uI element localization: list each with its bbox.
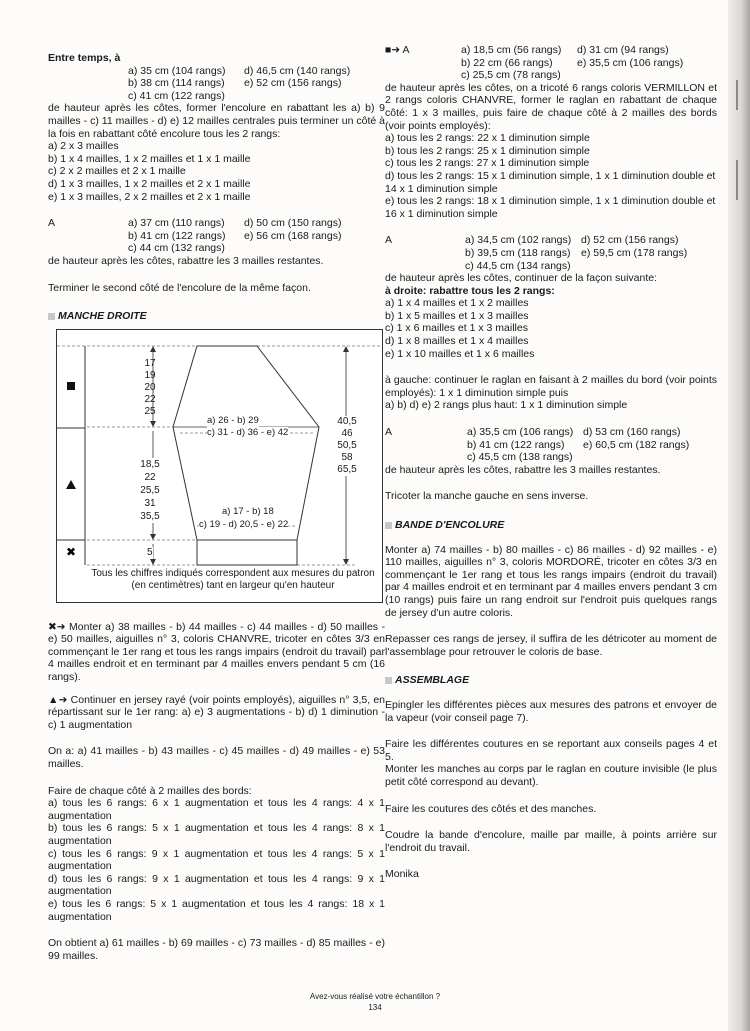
left-column	[48, 52, 385, 962]
size-c: c) 25,5 cm (78 rangs)	[461, 69, 561, 82]
page-number: 134	[368, 1003, 382, 1012]
list-item: c) tous les 6 rangs: 9 x 1 augmentation et tous les 4 rangs: 5 x 1 augmentation	[48, 847, 385, 873]
list-item: d) tous les 2 rangs: 15 x 1 diminution simple, 1 x 1 diminution double et 14 x 1 diminution simple	[385, 169, 716, 195]
paragraph: Faire les différentes coutures en se reportant aux conseils pages 4 et 5.	[385, 738, 717, 763]
size-d: d) 50 cm (150 rangs)	[244, 217, 342, 230]
right-column	[385, 44, 717, 881]
size-b: b) 41 cm (122 rangs)	[467, 438, 565, 451]
list-item: e) 1 x 10 mailles et 1 x 6 mailles	[385, 347, 535, 360]
paragraph: Coudre la bande d'encolure, maille par maille, à points arrière sur l'endroit du travail.	[385, 829, 717, 854]
cross-marker-icon: ✖	[66, 544, 77, 559]
size-e: e) 52 cm (156 rangs)	[244, 77, 342, 90]
edge-mark	[736, 160, 738, 200]
paragraph: de hauteur après les côtes, continuer de la façon suivante:	[385, 272, 658, 285]
size-b: b) 41 cm (122 rangs)	[128, 229, 226, 242]
list-item: b) 1 x 5 mailles et 1 x 3 mailles	[385, 309, 529, 322]
size-b: b) 38 cm (114 rangs)	[128, 77, 225, 90]
paragraph-monter: ✖➜ Monter a) 38 mailles - b) 44 mailles - c) 44 mailles - d) 50 mailles - e) 50 mailles, aiguilles n° 3, coloris CHANVRE, tricoter en côtes 3/3 en commençant le 1er rang et tous les rangs impairs (endroit du travail) par 4 mailles endroit et en terminant par 4 mailles envers pendant 5 cm (16 rangs).	[48, 620, 385, 684]
list-item: c) 1 x 6 mailles et 1 x 3 mailles	[385, 322, 528, 335]
list-item: d) tous les 6 rangs: 9 x 1 augmentation et tous les 4 rangs: 9 x 1 augmentation	[48, 872, 385, 898]
paragraph: de hauteur après les côtes, rabattre les 3 mailles restantes.	[385, 463, 661, 476]
size-table	[48, 217, 385, 255]
width-top-line2: c) 31 - d) 36 - e) 42	[207, 426, 289, 438]
size-table	[385, 44, 717, 82]
size-e: e) 56 cm (168 rangs)	[244, 229, 342, 242]
list-item: e) tous les 2 rangs: 18 x 1 diminution simple, 1 x 1 diminution double et 16 x 1 diminution simple	[385, 195, 716, 220]
triangle-arrow-icon: ▲➜	[48, 693, 71, 706]
paragraph: à gauche: continuer le raglan en faisant à 2 mailles du bord (voir points employés): 1 x 1 diminution simple puis	[385, 374, 717, 399]
size-lead: A	[48, 217, 56, 230]
paragraph: de hauteur après les côtes, former l'encolure en rabattant les a) b) 9 mailles - c) 11 mailles - d) e) 12 mailles centrales puis terminer un côté à la fois en rabattant côté encolure tous les 2 rangs:	[48, 102, 385, 140]
paragraph: Monter les manches au corps par le raglan en couture invisible (le plus petit côté correspond au devant).	[385, 763, 717, 788]
size-lead: A	[385, 426, 393, 439]
cross-arrow-icon: ✖➜	[48, 620, 70, 633]
list-item: b) tous les 6 rangs: 5 x 1 augmentation et tous les 4 rangs: 8 x 1 augmentation	[48, 822, 385, 847]
size-b: b) 39,5 cm (118 rangs)	[465, 246, 571, 259]
size-lead: Entre temps, à	[48, 52, 121, 64]
list-item: e) tous les 6 rangs: 5 x 1 augmentation et tous les 4 rangs: 18 x 1 augmentation	[48, 897, 385, 923]
edge-mark	[736, 80, 738, 110]
section-heading-manche: MANCHE DROITE	[48, 310, 385, 323]
paragraph: a) b) d) e) 2 rangs plus haut: 1 x 1 diminution simple	[385, 399, 628, 412]
size-table	[48, 65, 385, 103]
list-item: a) 1 x 4 mailles et 1 x 2 mailles	[385, 297, 529, 310]
square-marker-icon	[67, 382, 75, 390]
size-a: a) 35,5 cm (106 rangs)	[467, 426, 574, 439]
list-item: c) tous les 2 rangs: 27 x 1 diminution simple	[385, 157, 590, 170]
square-icon	[385, 522, 392, 529]
paragraph: de hauteur après les côtes, on a tricoté 6 rangs coloris VERMILLON et 2 rangs coloris CHANVRE, former le raglan en rabattant de chaque côté: 1 x 3 mailles, puis faire de chaque côté à 2 mailles des bords (voir points employés):	[385, 81, 717, 132]
list-item: c) 2 x 2 mailles et 2 x 1 maille	[48, 165, 186, 178]
triangle-marker-icon	[66, 480, 76, 489]
total-height-labels: 40,5 46 50,5 58 65,5	[333, 416, 361, 476]
square-icon	[385, 677, 392, 684]
list-item: b) 1 x 4 mailles, 1 x 2 mailles et 1 x 1 maille	[48, 152, 251, 165]
size-c: c) 44 cm (132 rangs)	[128, 242, 225, 255]
section-heading-bande: BANDE D'ENCOLURE	[385, 519, 717, 532]
list-item: b) tous les 2 rangs: 25 x 1 diminution simple	[385, 144, 590, 157]
square-arrow-icon: ■➜	[385, 44, 403, 56]
size-c: c) 45,5 cm (138 rangs)	[467, 451, 573, 464]
size-c: c) 41 cm (122 rangs)	[128, 89, 225, 102]
size-a: a) 18,5 cm (56 rangs)	[461, 44, 562, 56]
paragraph: On a: a) 41 mailles - b) 43 mailles - c) 45 mailles - d) 49 mailles - e) 53 mailles.	[48, 745, 385, 771]
list-item: d) 1 x 8 mailles et 1 x 4 mailles	[385, 335, 529, 348]
size-b: b) 22 cm (66 rangs)	[461, 56, 553, 69]
size-d: d) 52 cm (156 rangs)	[581, 234, 679, 247]
paragraph: On obtient a) 61 mailles - b) 69 mailles - c) 73 mailles - d) 85 mailles - e) 99 mailles.	[48, 937, 385, 962]
square-icon	[48, 313, 55, 320]
paragraph: de hauteur après les côtes, rabattre les 3 mailles restantes.	[48, 254, 324, 267]
signature: Monika	[385, 868, 419, 881]
width-top-line1: a) 26 - b) 29	[207, 414, 259, 426]
diagram-caption: Tous les chiffres indiqués correspondent aux mesures du patron (en centimètres) tant en largeur qu'en hauteur	[91, 567, 375, 591]
list-item: a) tous les 6 rangs: 6 x 1 augmentation et tous les 4 rangs: 4 x 1 augmentation	[48, 797, 385, 822]
paragraph: à droite: rabattre tous les 2 rangs:	[385, 284, 555, 297]
paragraph: Repasser ces rangs de jersey, il suffira de les détricoter au moment de l'assemblage pour retrouver le coloris de base.	[385, 633, 717, 658]
height-top-labels: 17 19 20 22 25	[144, 357, 156, 417]
list-item: e) 1 x 3 mailles, 2 x 2 mailles et 2 x 1 maille	[48, 190, 251, 203]
size-lead: A	[385, 234, 393, 247]
list-item: a) 2 x 3 mailles	[48, 140, 119, 153]
list-item: d) 1 x 3 mailles, 1 x 2 mailles et 2 x 1 maille	[48, 177, 251, 190]
size-d: d) 31 cm (94 rangs)	[577, 44, 669, 56]
size-c: c) 44,5 cm (134 rangs)	[465, 259, 571, 272]
height-mid-labels: 18,5 22 25,5 31 35,5	[137, 458, 163, 523]
square-arrow-marker: ■➜ A	[385, 44, 410, 56]
size-d: d) 53 cm (160 rangs)	[583, 426, 681, 439]
size-a: a) 34,5 cm (102 rangs)	[465, 234, 572, 247]
sleeve-diagram	[56, 329, 383, 603]
size-table	[385, 426, 717, 464]
width-bottom-line1: a) 17 - b) 18	[222, 505, 274, 517]
paragraph: Tricoter la manche gauche en sens inverse.	[385, 490, 589, 503]
size-table	[385, 234, 717, 272]
paragraph: Faire les coutures des côtés et des manches.	[385, 802, 597, 815]
paragraph: Monter a) 74 mailles - b) 80 mailles - c) 86 mailles - d) 92 mailles - e) 110 mailles, aiguilles n° 3, coloris MORDORÉ, tricoter en côtes 3/3 en commençant le 1er rang et tous les rangs impairs (endroit du travail) par 4 mailles endroit et en terminant par 4 mailles envers pendant 3 cm (10 rangs) puis faire un rang endroit sur l'endroit puis quelques rangs de jersey d'un autre coloris.	[385, 543, 717, 619]
size-a: a) 37 cm (110 rangs)	[128, 217, 225, 230]
paragraph-continuer: ▲➜ Continuer en jersey rayé (voir points employés), aiguilles n° 3,5, en répartissant sur le 1er rang: a) e) 3 augmentations - b) d) 1 diminution - c) 1 augmentation	[48, 693, 386, 731]
footer-question: Avez-vous réalisé votre échantillon ?	[309, 992, 441, 1001]
paragraph: Terminer le second côté de l'encolure de la même façon.	[48, 281, 311, 294]
scan-edge	[728, 0, 750, 1031]
height-bottom-label: 5	[147, 546, 153, 558]
width-bottom-line2: c) 19 - d) 20,5 - e) 22	[199, 518, 289, 530]
paragraph: Epingler les différentes pièces aux mesures des patrons et envoyer de la vapeur (voir conseil page 7).	[385, 698, 717, 724]
list-item: a) tous les 2 rangs: 22 x 1 diminution simple	[385, 132, 590, 145]
section-heading-assemblage: ASSEMBLAGE	[385, 674, 717, 687]
size-d: d) 46,5 cm (140 rangs)	[244, 64, 351, 77]
size-e: e) 35,5 cm (106 rangs)	[577, 56, 684, 69]
size-e: e) 60,5 cm (182 rangs)	[583, 438, 690, 451]
paragraph: Faire de chaque côté à 2 mailles des bords:	[48, 784, 252, 797]
size-e: e) 59,5 cm (178 rangs)	[581, 246, 688, 259]
size-a: a) 35 cm (104 rangs)	[128, 64, 226, 77]
